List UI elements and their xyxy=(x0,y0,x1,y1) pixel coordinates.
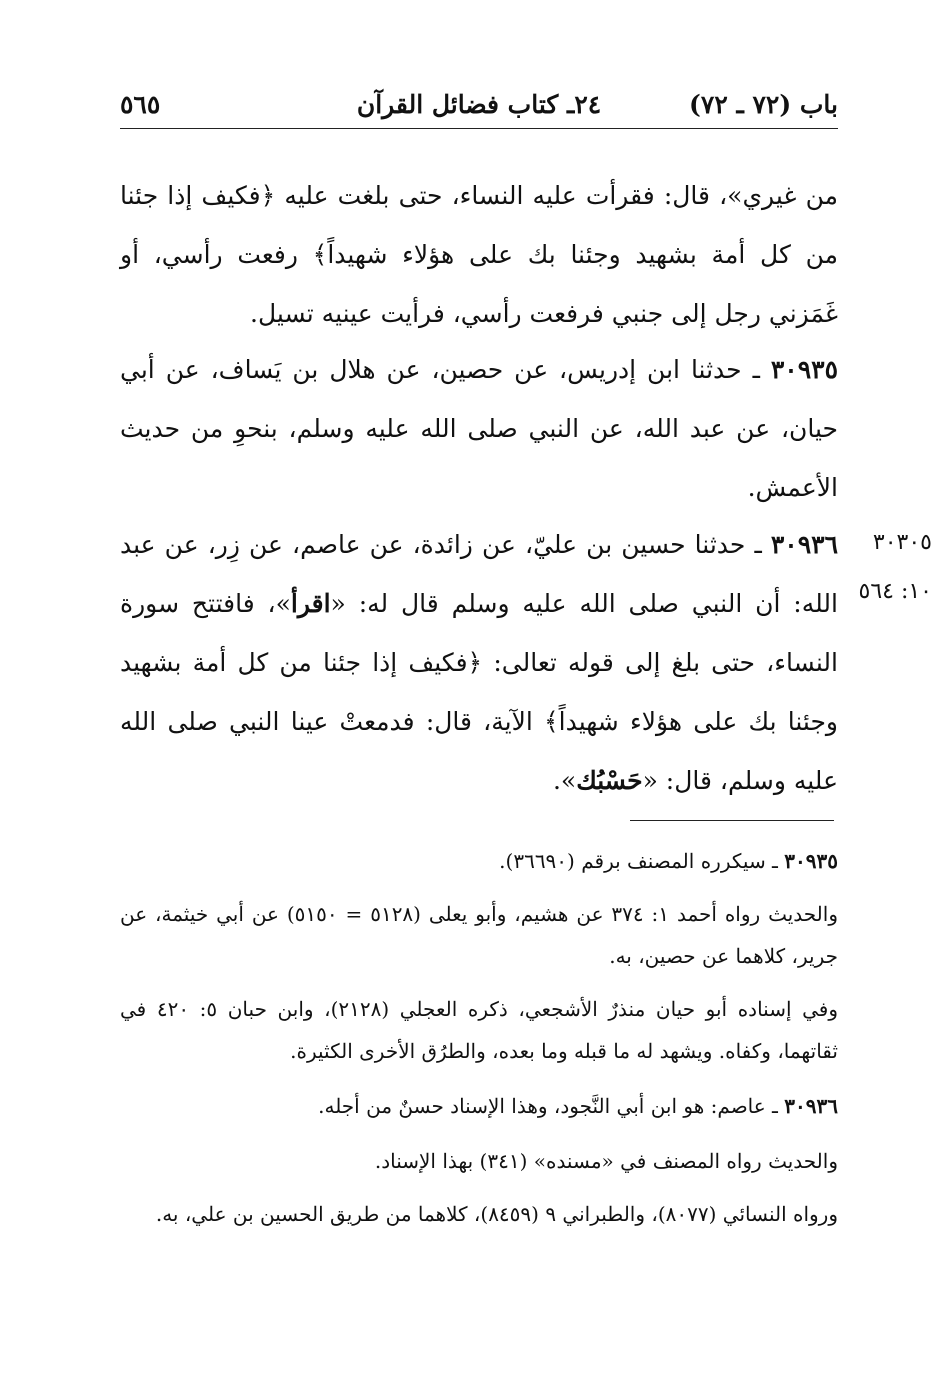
footnote-text: ـ عاصم: هو ابن أبي النَّجود، وهذا الإسناد حسنٌ من أجله. xyxy=(318,1094,785,1118)
footnote-number: ٣٠٩٣٥ xyxy=(784,849,838,873)
footnote-paragraph xyxy=(120,988,838,1072)
book-title: ٢٤ـ كتاب فضائل القرآن xyxy=(356,90,602,119)
hadith-number: ٣٠٩٣٦ xyxy=(770,530,838,559)
quoted-word-hasbuk: حَسْبُك xyxy=(576,766,643,795)
paragraph-continuation xyxy=(120,166,838,343)
margin-reference-2: ١٠: ٥٦٤ xyxy=(858,579,932,604)
footnote-30935 xyxy=(120,840,838,882)
margin-reference-1: ٣٠٣٠٥ xyxy=(872,530,932,555)
hadith-text-part-c: ». xyxy=(552,766,577,795)
footnote-text: وفي إسناده أبو حيان منذرٌ الأشجعي، ذكره العجلي (٢١٢٨)، وابن حبان ٥: ٤٢٠ في ثقاتهما، وكفاه. ويشهد له ما قبله وما بعده، والطرُق الأخرى الكثيرة. xyxy=(120,997,839,1063)
footnote-text: والحديث رواه أحمد ١: ٣٧٤ عن هشيم، وأبو يعلى (٥١٢٨ = ٥١٥٠) عن أبي خيثمة، عن جرير، كلاهما عن حصين، به. xyxy=(120,902,838,968)
footnote-text: ورواه النسائي (٨٠٧٧)، والطبراني ٩ (٨٤٥٩)، كلاهما من طريق الحسين بن علي، به. xyxy=(155,1202,838,1226)
hadith-number: ٣٠٩٣٥ xyxy=(770,355,838,384)
footnote-30936 xyxy=(120,1085,838,1127)
page-number: ٥٦٥ xyxy=(120,90,161,119)
hadith-30935 xyxy=(120,340,838,517)
footnote-text: ـ سيكرره المصنف برقم (٣٦٦٩٠). xyxy=(499,849,785,873)
quoted-word-iqra: اقرأ xyxy=(290,589,331,618)
hadith-text: ـ حدثنا ابن إدريس، عن حصين، عن هلال بن يَساف، عن أبي حيان، عن عبد الله، عن النبي صلى الله عليه وسلم، بنحوِ من حديث الأعمش. xyxy=(120,355,838,502)
hadith-text-part-a: ـ حدثنا حسين بن عليّ، عن زائدة، عن عاصم، عن زِر، عن عبد الله: أن النبي صلى الله عليه وسلم قال له: « xyxy=(120,530,838,618)
footnote-separator xyxy=(630,820,834,821)
footnote-number: ٣٠٩٣٦ xyxy=(784,1094,838,1118)
footnote-paragraph xyxy=(120,1140,838,1182)
page-header xyxy=(120,82,838,129)
hadith-30936 xyxy=(120,515,838,810)
hadith-text-part-b: »، فافتتح سورة النساء، حتى بلغ إلى قوله تعالى: ﴿فكيف إذا جئنا من كل أمة بشهيد وجئنا بك على هؤلاء شهيداً﴾ الآية، قال: فدمعتْ عينا النبي صلى الله عليه وسلم، قال: « xyxy=(120,589,838,795)
chapter-heading: باب (٧٢ ـ ٧٢) xyxy=(689,90,838,119)
paragraph-text: من غيري»، قال: فقرأت عليه النساء، حتى بلغت عليه ﴿فكيف إذا جئنا من كل أمة بشهيد وجئنا بك على هؤلاء شهيداً﴾ رفعت رأسي، أو غَمَزني رجل إلى جنبي فرفعت رأسي، فرأيت عينيه تسيل. xyxy=(120,181,838,328)
footnote-paragraph xyxy=(120,893,838,977)
footnote-text: والحديث رواه المصنف في «مسنده» (٣٤١) بهذا الإسناد. xyxy=(374,1149,838,1173)
footnote-paragraph xyxy=(120,1193,838,1235)
